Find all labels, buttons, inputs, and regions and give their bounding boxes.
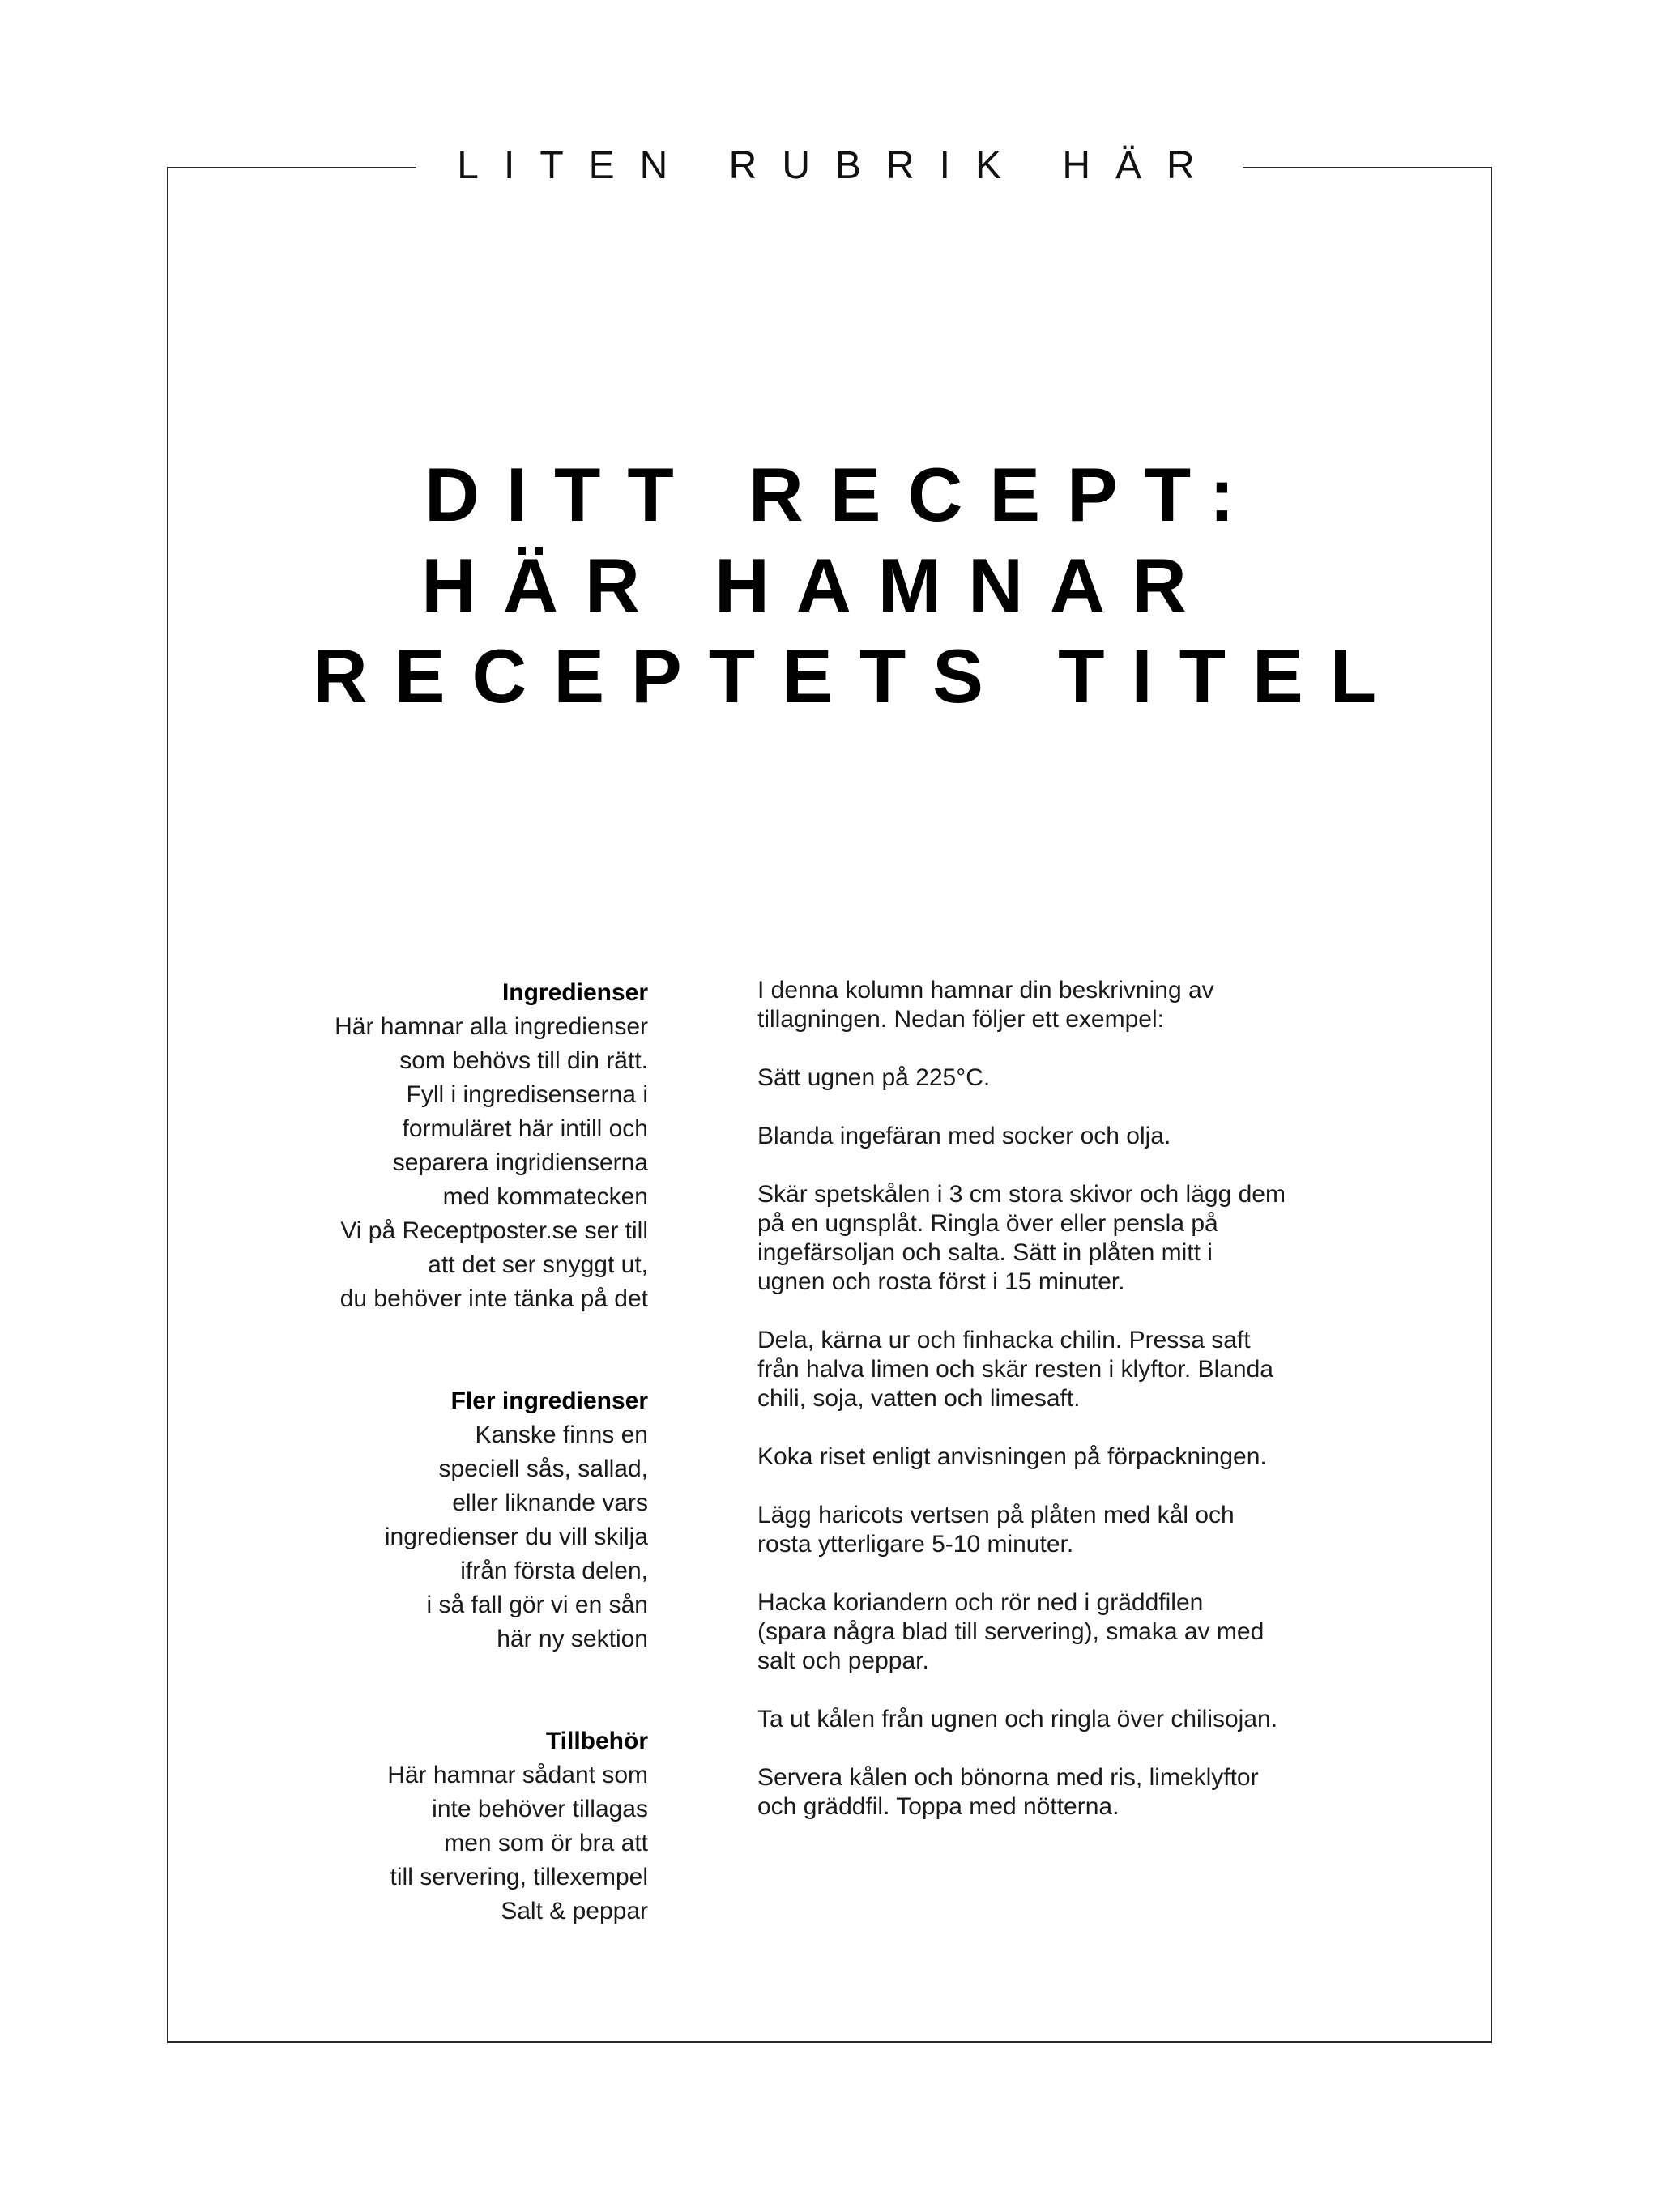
instruction-line: rosta ytterligare 5-10 minuter.: [757, 1531, 1074, 1558]
instruction-line: på en ugnsplåt. Ringla över eller pensla på: [757, 1210, 1218, 1237]
section-text-line: du behöver inte tänka på det: [339, 1285, 648, 1312]
ingredient-section: [275, 1384, 648, 1656]
instruction-line: Skär spetskålen i 3 cm stora skivor och lägg dem: [757, 1181, 1286, 1208]
instruction-paragraph: [757, 1180, 1373, 1297]
ingredients-column: [275, 976, 648, 1997]
instruction-line: Ta ut kålen från ugnen och ringla över chilisojan.: [757, 1706, 1278, 1733]
section-text-line: här ny sektion: [497, 1626, 648, 1652]
instruction-paragraph: [757, 1443, 1373, 1472]
title-line-3: RECEPTETS TITEL: [312, 633, 1404, 718]
instruction-line: Lägg haricots vertsen på plåten med kål och: [757, 1502, 1235, 1528]
header: [0, 138, 1659, 194]
ingredient-section: [275, 976, 648, 1316]
section-heading: Ingredienser: [501, 979, 648, 1006]
section-text-line: att det ser snyggt ut,: [428, 1251, 648, 1278]
instruction-line: (spara några blad till servering), smaka av med: [757, 1618, 1265, 1645]
section-text-line: som behövs till din rätt.: [399, 1047, 648, 1074]
section-text-line: Fyll i ingredisenserna i: [406, 1081, 648, 1108]
instruction-line: chili, soja, vatten och limesaft.: [757, 1385, 1081, 1412]
section-text-line: Vi på Receptposter.se ser till: [340, 1217, 648, 1244]
instruction-line: Koka riset enligt anvisningen på förpackningen.: [757, 1443, 1267, 1470]
section-text-line: i så fall gör vi en sån: [426, 1592, 648, 1618]
instruction-paragraph: [757, 1326, 1373, 1413]
section-text-line: Här hamnar sådant som: [387, 1762, 648, 1788]
section-text-line: till servering, tillexempel: [390, 1864, 648, 1890]
instruction-paragraph: [757, 1763, 1373, 1822]
instruction-line: ingefärsoljan och salta. Sätt in plåten mitt i: [757, 1239, 1213, 1266]
instruction-paragraph: [757, 976, 1373, 1034]
instruction-line: och gräddfil. Toppa med nötterna.: [757, 1793, 1120, 1820]
instruction-line: salt och peppar.: [757, 1647, 929, 1674]
section-text-line: Kanske finns en: [475, 1421, 648, 1448]
section-text-line: ingredienser du vill skilja: [384, 1524, 648, 1550]
instruction-paragraph: [757, 1705, 1373, 1734]
section-text-line: separera ingridienserna: [392, 1149, 648, 1176]
section-text-line: Salt & peppar: [501, 1898, 648, 1924]
instruction-line: från halva limen och skär resten i klyftor. Blanda: [757, 1356, 1273, 1383]
instruction-line: Blanda ingefäran med socker och olja.: [757, 1123, 1171, 1149]
section-text-line: men som ör bra att: [444, 1830, 648, 1856]
section-text-line: speciell sås, sallad,: [438, 1455, 648, 1482]
instruction-line: I denna kolumn hamnar din beskrivning av: [757, 977, 1214, 1004]
recipe-title: [0, 450, 1659, 722]
section-text-line: ifrån första delen,: [460, 1558, 648, 1584]
section-heading: Fler ingredienser: [450, 1387, 648, 1414]
instruction-paragraph: [757, 1588, 1373, 1676]
instruction-line: ugnen och rosta först i 15 minuter.: [757, 1268, 1125, 1295]
section-text-line: eller liknande vars: [452, 1490, 648, 1516]
instruction-line: Sätt ugnen på 225°C.: [757, 1064, 991, 1091]
section-text-line: med kommatecken: [442, 1183, 648, 1210]
instruction-line: Dela, kärna ur och finhacka chilin. Pressa saft: [757, 1327, 1251, 1353]
section-text-line: formuläret här intill och: [402, 1115, 648, 1142]
instruction-paragraph: [757, 1063, 1373, 1093]
title-line-2: HÄR HAMNAR: [421, 543, 1213, 628]
title-line-1: DITT RECEPT:: [424, 452, 1262, 537]
section-text-line: inte behöver tillagas: [432, 1796, 648, 1822]
instruction-line: Hacka koriandern och rör ned i gräddfilen: [757, 1589, 1204, 1616]
small-title: LITEN RUBRIK HÄR: [416, 138, 1242, 194]
section-text-line: Här hamnar alla ingredienser: [335, 1013, 648, 1040]
ingredient-section: [275, 1724, 648, 1929]
instruction-paragraph: [757, 1501, 1373, 1559]
instruction-line: tillagningen. Nedan följer ett exempel:: [757, 1006, 1164, 1033]
instructions-column: [757, 976, 1373, 1851]
instruction-line: Servera kålen och bönorna med ris, limeklyftor: [757, 1764, 1259, 1791]
section-heading: Tillbehör: [545, 1728, 648, 1754]
instruction-paragraph: [757, 1122, 1373, 1151]
